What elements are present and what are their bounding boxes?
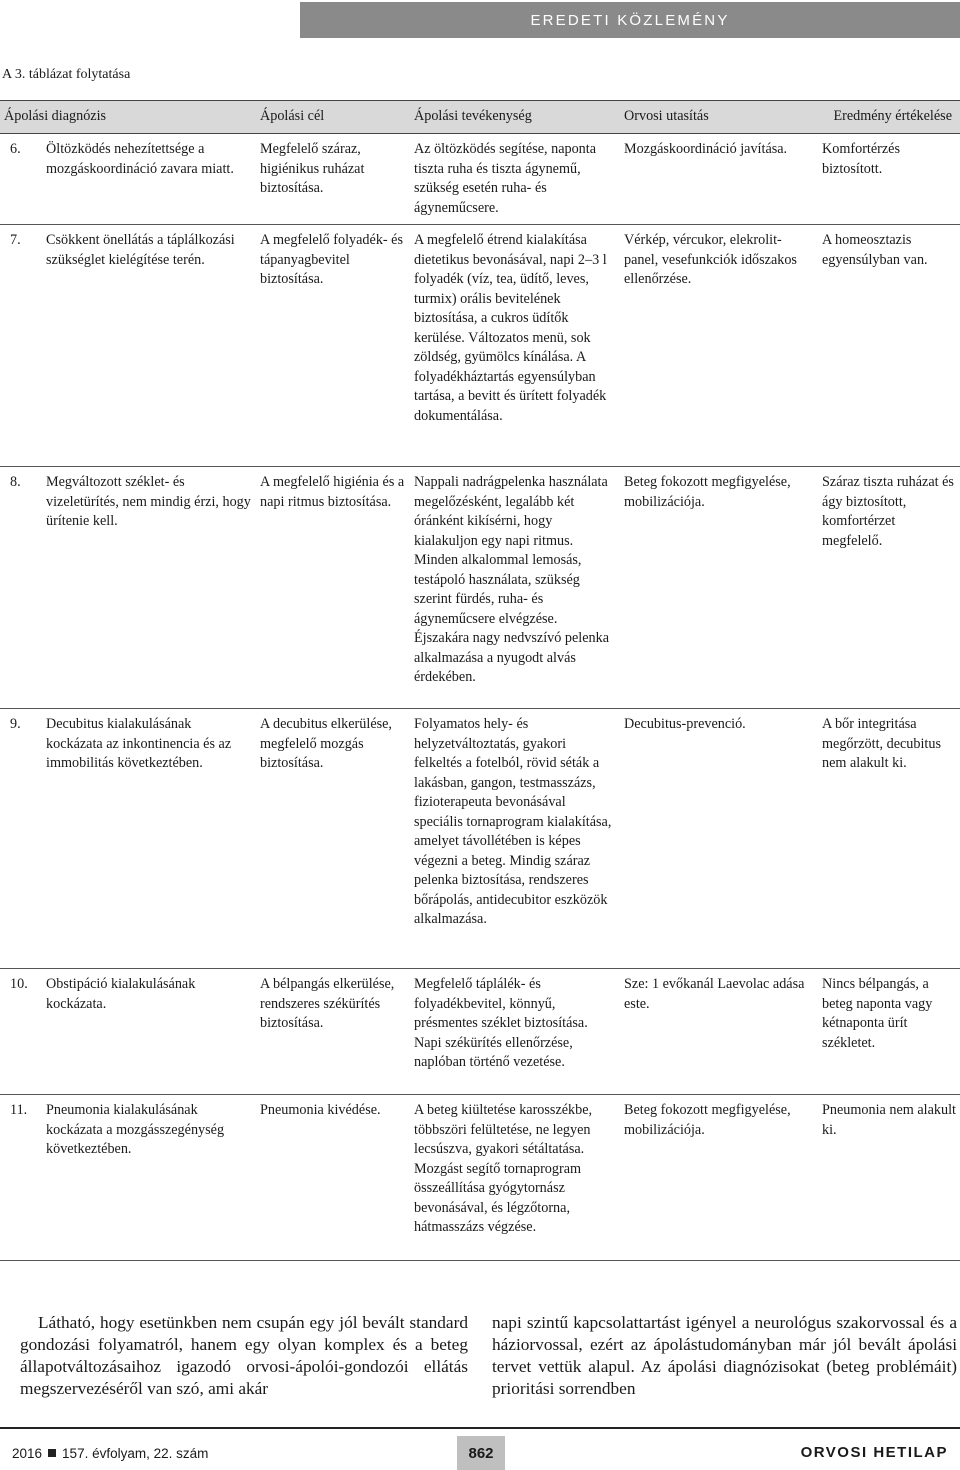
column-header-result: Eredmény értékelése — [818, 101, 960, 134]
goal-cell: A megfelelő higiénia és a napi ritmus biztosítása. — [256, 467, 410, 709]
result-cell: Komfortérzés biztosított. — [818, 134, 960, 225]
body-paragraph-left: Látható, hogy esetünkben nem csupán egy jól bevált standard gondozási folyamatról, hanem egy olyan komplex és a beteg állapotváltozásaihoz igazodó orvosi-ápolói-gondozói ellátás megszervezéséről van szó, ami akár — [20, 1313, 468, 1398]
table-row — [0, 1095, 960, 1261]
activity-cell: Megfelelő táplálék- és folyadékbevitel, könnyű, présmentes széklet biztosítása. Napi székürítés ellenőrzése, naplóban történő vezetése. — [410, 969, 620, 1095]
table-row — [0, 225, 960, 467]
header-spacer — [0, 0, 300, 40]
result-cell: Pneumonia nem alakult ki. — [818, 1095, 960, 1261]
result-cell: A homeosztazis egyensúlyban van. — [818, 225, 960, 467]
result-cell: A bőr integritása megőrzött, decubitus nem alakult ki. — [818, 709, 960, 969]
diagnosis-text: Decubitus kialakulásának kockázata az inkontinencia és az immobilitás következtében. — [46, 716, 232, 771]
goal-cell: Megfelelő száraz, higiénikus ruházat biztosítása. — [256, 134, 410, 225]
diagnosis-text: Megváltozott széklet- és vizeletürítés, nem mindig érzi, hogy ürítenie kell. — [46, 474, 251, 529]
table-row — [0, 709, 960, 969]
diagnosis-cell — [0, 134, 256, 225]
row-number: 10. — [10, 976, 28, 992]
diagnosis-text: Pneumonia kialakulásának kockázata a mozgásszegénység következtében. — [46, 1102, 225, 1157]
table-row — [0, 467, 960, 709]
page-number: 862 — [457, 1436, 505, 1470]
goal-cell: A megfelelő folyadék- és tápanyagbevitel biztosítása. — [256, 225, 410, 467]
activity-cell: A beteg kiültetése karosszékbe, többszöri felültetése, ne legyen lecsúszva, gyakori sétáltatása. Mozgást segítő tornaprogram összeállítása gyógytornász bevonásával, és légzőtorna, hátmasszázs végzése. — [410, 1095, 620, 1261]
section-header — [0, 0, 960, 40]
result-cell: Száraz tiszta ruházat és ágy biztosított, komfortérzet megfelelő. — [818, 467, 960, 709]
diagnosis-text: Öltözködés nehezítettsége a mozgáskoordináció zavara miatt. — [46, 141, 234, 177]
activity-cell: A megfelelő étrend kialakítása dietetikus bevonásával, napi 2–3 l folyadék (víz, tea, üdítő, leves, turmix) orális bevitelének biztosítása, a cukros üdítők kerülése. Változatos menü, sok zöldség, gyümölcs kínálása. A folyadékháztartás egyensúlyban tartása, a bevitt és ürített folyadék dokumentálása. — [410, 225, 620, 467]
diagnosis-cell — [0, 969, 256, 1095]
diagnosis-cell — [0, 225, 256, 467]
footer-issue-info — [12, 1446, 208, 1461]
goal-cell: A bélpangás elkerülése, rendszeres székürítés biztosítása. — [256, 969, 410, 1095]
table-row — [0, 134, 960, 225]
footer-divider — [0, 1427, 960, 1429]
order-cell: Vérkép, vércukor, elekrolit-panel, vesefunkciók időszakos ellenőrzése. — [620, 225, 818, 467]
column-header-order: Orvosi utasítás — [620, 101, 818, 134]
activity-cell: Folyamatos hely- és helyzetváltoztatás, gyakori felkeltés a fotelból, rövid séták a lakásban, gangon, testmasszázs, fizioterapeuta bevonásával speciális tornaprogram kialakítása, amelyet távollétében is képes végezni a beteg. Mindig száraz pelenka biztosítása, rendszeres bőrápolás, antidecubitor eszközök alkalmazása. — [410, 709, 620, 969]
order-cell: Beteg fokozott megfigyelése, mobilizációja. — [620, 467, 818, 709]
order-cell: Decubitus-prevenció. — [620, 709, 818, 969]
table-caption: A 3. táblázat folytatása — [2, 67, 131, 82]
footer-year: 2016 — [12, 1446, 43, 1461]
order-cell: Beteg fokozott megfigyelése, mobilizációja. — [620, 1095, 818, 1261]
row-number: 7. — [10, 232, 21, 248]
goal-cell: Pneumonia kivédése. — [256, 1095, 410, 1261]
square-bullet-icon — [48, 1449, 56, 1457]
result-cell: Nincs bélpangás, a beteg naponta vagy kétnaponta ürít székletet. — [818, 969, 960, 1095]
row-number: 9. — [10, 716, 21, 732]
column-header-diagnosis: Ápolási diagnózis — [0, 101, 256, 134]
activity-cell: Az öltözködés segítése, naponta tiszta ruha és tiszta ágynemű, szükség esetén ruha- és ágyneműcsere. — [410, 134, 620, 225]
goal-cell: A decubitus elkerülése, megfelelő mozgás biztosítása. — [256, 709, 410, 969]
diagnosis-text: Obstipáció kialakulásának kockázata. — [46, 976, 196, 1012]
table-row — [0, 969, 960, 1095]
column-header-goal: Ápolási cél — [256, 101, 410, 134]
order-cell: Sze: 1 evőkanál Laevolac adása este. — [620, 969, 818, 1095]
table-header-row — [0, 101, 960, 134]
row-number: 11. — [10, 1102, 28, 1118]
diagnosis-cell — [0, 709, 256, 969]
order-cell: Mozgáskoordináció javítása. — [620, 134, 818, 225]
nursing-plan-table — [0, 100, 960, 1261]
activity-cell: Nappali nadrágpelenka használata megelőzésként, legalább két óránként kikísérni, hogy kialakuljon egy napi ritmus. Minden alkalommal lemosás, testápoló használata, szükség szerint fürdés, ruha- és ágyneműcsere elvégzése. Éjszakára nagy nedvszívó pelenka alkalmazása a nyugodt alvás érdekében. — [410, 467, 620, 709]
column-header-activity: Ápolási tevékenység — [410, 101, 620, 134]
footer-volume-issue: 157. évfolyam, 22. szám — [62, 1446, 209, 1461]
journal-name: ORVOSI HETILAP — [800, 1444, 948, 1461]
section-label: EREDETI KÖZLEMÉNY — [300, 2, 960, 38]
body-paragraph-right: napi szintű kapcsolattartást igényel a neurológus szakorvossal és a háziorvossal, ezért az ápolástudományban már jól bevált ápolási tervet vettük alapul. Az ápolási diagnózisokat (beteg problémáit) prioritási sorrendben — [492, 1313, 957, 1398]
diagnosis-cell — [0, 1095, 256, 1261]
row-number: 6. — [10, 141, 21, 157]
row-number: 8. — [10, 474, 21, 490]
diagnosis-cell — [0, 467, 256, 709]
diagnosis-text: Csökkent önellátás a táplálkozási szükséglet kielégítése terén. — [46, 232, 235, 268]
